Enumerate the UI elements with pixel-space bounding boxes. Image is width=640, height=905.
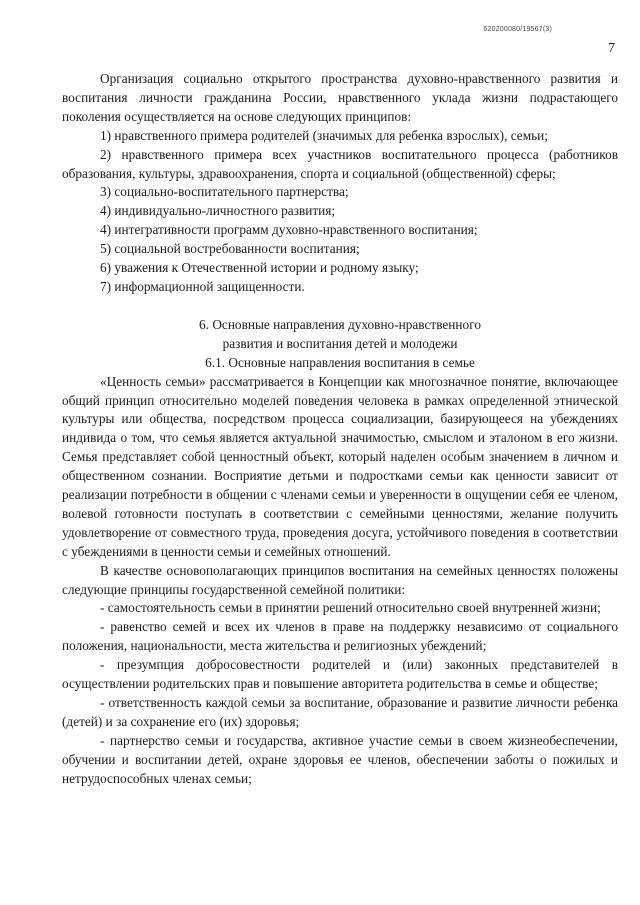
principle-item: 2) нравственного примера всех участников воспитательного процесса (работников образования, культуры, здравоохранения, спорта и социальной (общественной) сферы; — [62, 146, 618, 181]
section-6-heading — [62, 316, 618, 354]
section-6-1-heading: 6.1. Основные направления воспитания в семье — [205, 354, 475, 370]
policy-item: - презумпция добросовестности родителей и (или) законных представителей в осуществлении родительских прав и повышение авторитета родительства в семье и обществе; — [62, 657, 618, 692]
policy-principles-list — [62, 599, 618, 788]
principles-list — [62, 127, 618, 297]
principle-item: 3) социально-воспитательного партнерства; — [100, 184, 349, 200]
principle-item: 4) индивидуально-личностного развития; — [100, 203, 336, 219]
principle-item: 1) нравственного примера родителей (значимых для ребенка взрослых), семьи; — [100, 127, 548, 143]
family-value-paragraph: «Ценность семьи» рассматривается в Концепции как многозначное понятие, включающее общий принцип относительно моделей поведения человека в рамках определенной этнической культуры или общества, посредством процесса социализации, базирующееся на убеждениях индивида о том, что семья является актуальной значимостью, смыслом и эталоном в его жизни. Семья представляет собой ценностный объект, который наделен особым значением в личном и общественном сознании. Восприятие детьми и подростками семьи как ценности зависит от реализации потребности в общении с членами семьи и уверенности в ощущении себя ее членом, волевой готовности поступать в соответствии с семейными ценностями, желание получить удовлетворение от совместного труда, проведения досуга, устойчивого поведения в соответствии с убеждениями в ценности семьи и семейных отношений. — [62, 373, 618, 559]
document-body — [62, 70, 618, 789]
document-code: 620200080/19567(3) — [483, 26, 552, 33]
page-number: 7 — [608, 41, 615, 56]
principle-item: 4) интегративности программ духовно-нравственного воспитания; — [100, 222, 478, 238]
policy-item: - равенство семей и всех их членов в праве на поддержку независимо от социального положения, национальности, места жительства и религиозных убеждений; — [62, 619, 618, 654]
policy-item: - самостоятельность семьи в принятии решений относительно своей внутренней жизни; — [100, 600, 601, 616]
section-6-title-line1: 6. Основные направления духовно-нравственного — [199, 316, 481, 332]
policy-item: - партнерство семьи и государства, активное участие семьи в своем жизнеобеспечении, обучении и воспитании детей, охране здоровья ее членов, обеспечении заботы о пожилых и нетрудоспособных членах семьи; — [62, 732, 618, 786]
policy-item: - ответственность каждой семьи за воспитание, образование и развитие личности ребенка (детей) и за сохранение его (их) здоровья; — [62, 695, 618, 729]
principle-item: 7) информационной защищенности. — [100, 278, 305, 294]
policy-intro-paragraph: В качестве основополагающих принципов воспитания на семейных ценностях положены следующие принципы государственной семейной политики: — [62, 562, 618, 597]
intro-paragraph: Организация социально открытого пространства духовно-нравственного развития и воспитания личности гражданина России, нравственного уклада жизни подрастающего поколения осуществляется на основе следующих принципов: — [62, 71, 618, 124]
section-6-title-line2: развития и воспитания детей и молодежи — [222, 335, 458, 351]
principle-item: 5) социальной востребованности воспитания; — [100, 241, 360, 257]
principle-item: 6) уважения к Отечественной истории и родному языку; — [100, 260, 419, 276]
